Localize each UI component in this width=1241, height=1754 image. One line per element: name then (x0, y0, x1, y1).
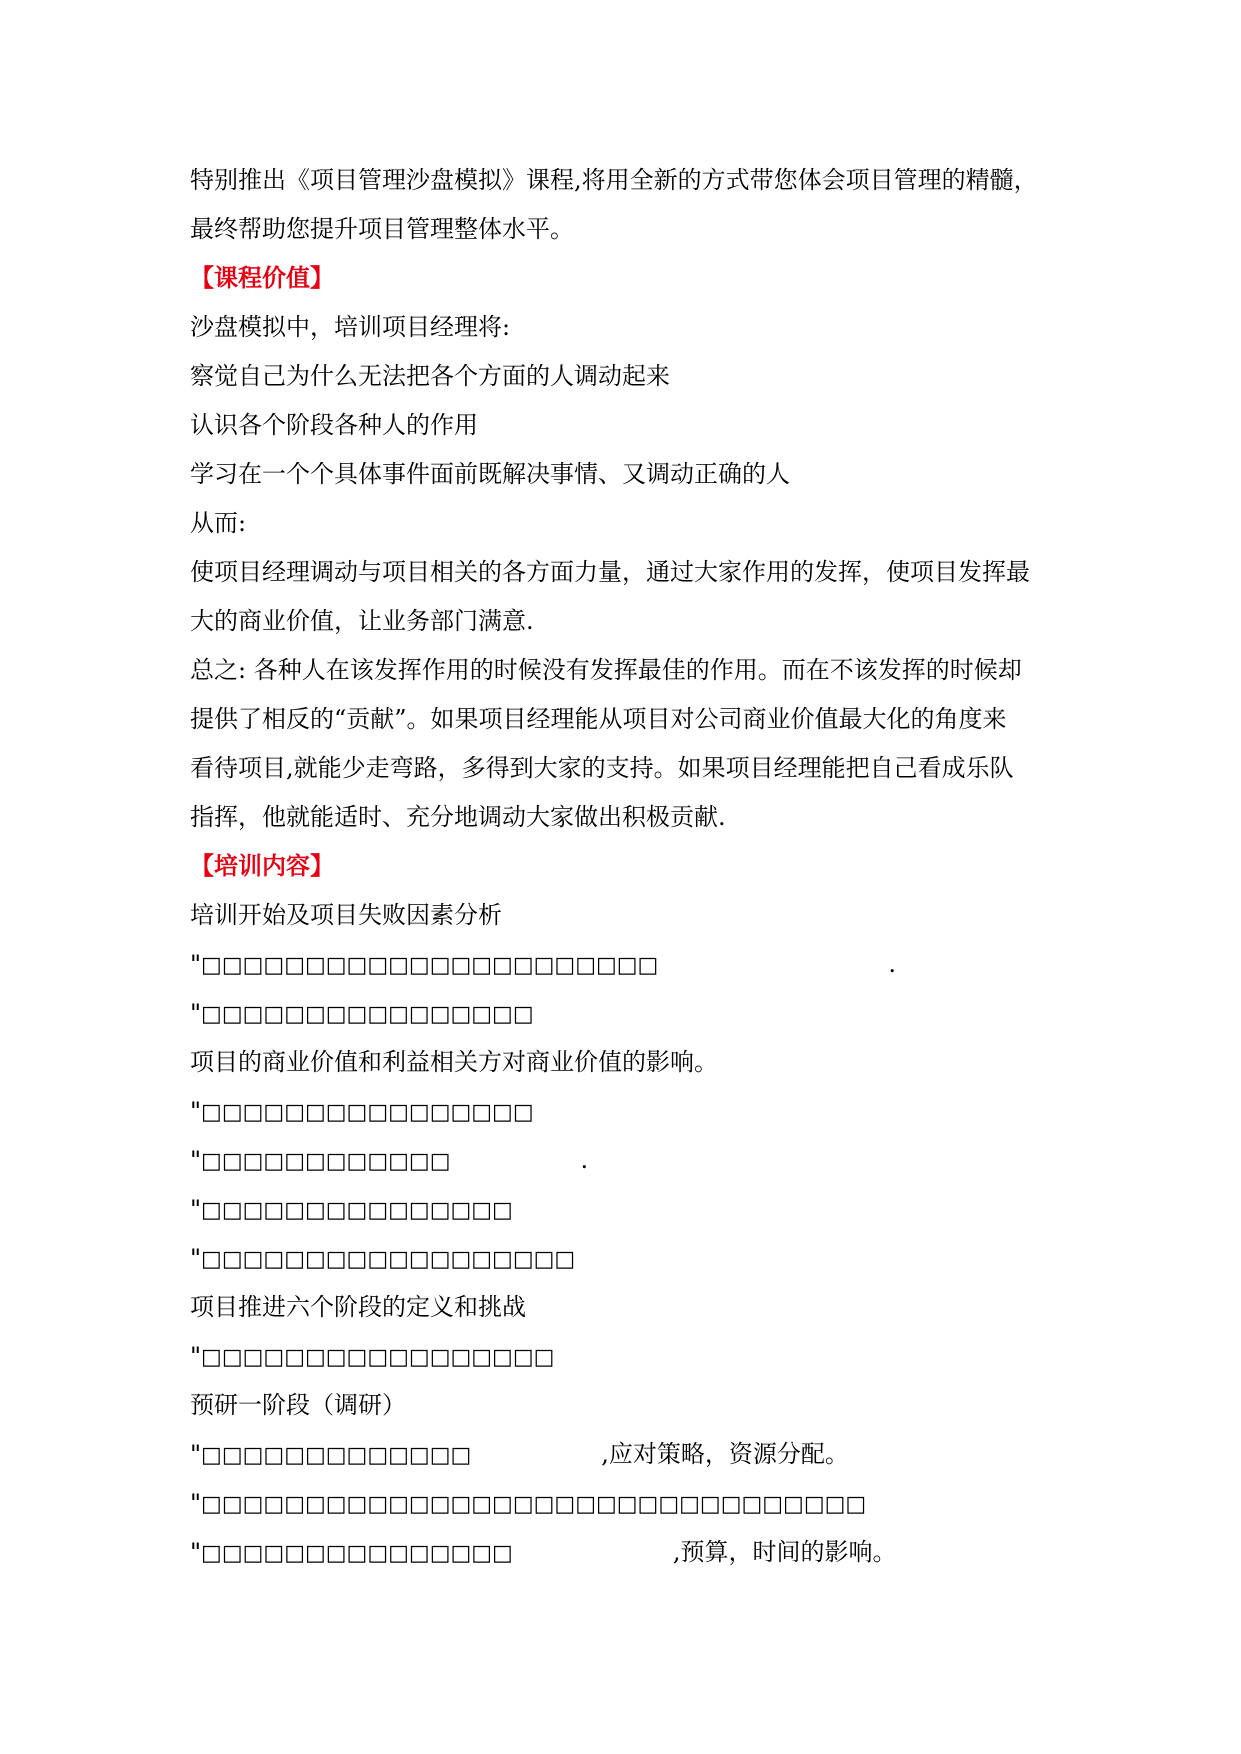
bullet-mark: " (190, 1244, 202, 1272)
bullet-text: □□□□□□□□□□□□□ (201, 1443, 472, 1468)
bullet-line (190, 1332, 1060, 1381)
bullet-line (190, 940, 1060, 989)
bullet-text: □□□□□□□□□□□□□□□□□□□□□□ (201, 953, 659, 978)
bullet-mark: " (190, 1146, 202, 1174)
value-line: 总之: 各种人在该发挥作用的时候没有发挥最佳的作用。而在不该发挥的时候却 (190, 656, 1022, 684)
bullet-mark: " (190, 1097, 202, 1125)
value-line: 提供了相反的“贡献”。如果项目经理能从项目对公司商业价值最大化的角度来 (190, 705, 1007, 733)
value-line: 指挥，他就能适时、充分地调动大家做出积极贡献. (190, 803, 726, 831)
section-heading-training-content: 【培训内容】 (190, 852, 334, 880)
value-line: 大的商业价值，让业务部门满意. (190, 607, 534, 635)
document-body (190, 156, 1060, 1577)
intro-line-2: 最终帮助您提升项目管理整体水平。 (190, 215, 574, 243)
bullet-mark: " (190, 950, 202, 978)
section-heading-course-value: 【课程价值】 (190, 264, 334, 292)
bullet-text: □□□□□□□□□□□□□□□□□□□□□□□□□□□□□□□□ (201, 1492, 867, 1517)
bullet-text: □□□□□□□□□□□□□□□□□ (201, 1345, 555, 1370)
bullet-tail: . (888, 950, 896, 978)
value-line: 沙盘模拟中，培训项目经理将: (190, 313, 511, 341)
bullet-mark: " (190, 1538, 202, 1566)
bullet-line (190, 1528, 1060, 1577)
bullet-mark: " (190, 1342, 202, 1370)
bullet-line (190, 1136, 1060, 1185)
value-line: 察觉自己为什么无法把各个方面的人调动起来 (190, 362, 670, 390)
bullet-line (190, 1185, 1060, 1234)
bullet-tail: ,预算，时间的影响。 (672, 1538, 897, 1566)
bullet-text: □□□□□□□□□□□□□□□□ (201, 1100, 534, 1125)
value-line: 学习在一个个具体事件面前既解决事情、又调动正确的人 (190, 460, 790, 488)
content-item-title: 预研一阶段（调研） (190, 1391, 406, 1419)
bullet-mark: " (190, 1489, 202, 1517)
bullet-line (190, 1087, 1060, 1136)
bullet-text: □□□□□□□□□□□□ (201, 1149, 451, 1174)
content-item-title: 项目推进六个阶段的定义和挑战 (190, 1293, 526, 1321)
bullet-text: □□□□□□□□□□□□□□□□ (201, 1002, 534, 1027)
value-line: 从而: (190, 509, 247, 537)
value-line: 使项目经理调动与项目相关的各方面力量，通过大家作用的发挥，使项目发挥最 (190, 558, 1030, 586)
bullet-mark: " (190, 1195, 202, 1223)
content-item-title: 培训开始及项目失败因素分析 (190, 901, 502, 929)
intro-line-1: 特别推出《项目管理沙盘模拟》课程,将用全新的方式带您体会项目管理的精髓， (190, 166, 1038, 194)
value-line: 认识各个阶段各种人的作用 (190, 411, 478, 439)
bullet-line (190, 1430, 1060, 1479)
bullet-tail: ,应对策略，资源分配。 (601, 1440, 849, 1468)
bullet-mark: " (190, 999, 202, 1027)
bullet-tail: . (580, 1146, 589, 1174)
content-item-title: 项目的商业价值和利益相关方对商业价值的影响。 (190, 1048, 718, 1076)
bullet-line (190, 1479, 1060, 1528)
bullet-mark: " (190, 1440, 202, 1468)
bullet-text: □□□□□□□□□□□□□□□ (201, 1541, 513, 1566)
bullet-text: □□□□□□□□□□□□□□□□□□ (201, 1247, 576, 1272)
value-line: 看待项目,就能少走弯路，多得到大家的支持。如果项目经理能把自己看成乐队 (190, 754, 1014, 782)
bullet-text: □□□□□□□□□□□□□□□ (201, 1198, 513, 1223)
bullet-line (190, 989, 1060, 1038)
bullet-line (190, 1234, 1060, 1283)
